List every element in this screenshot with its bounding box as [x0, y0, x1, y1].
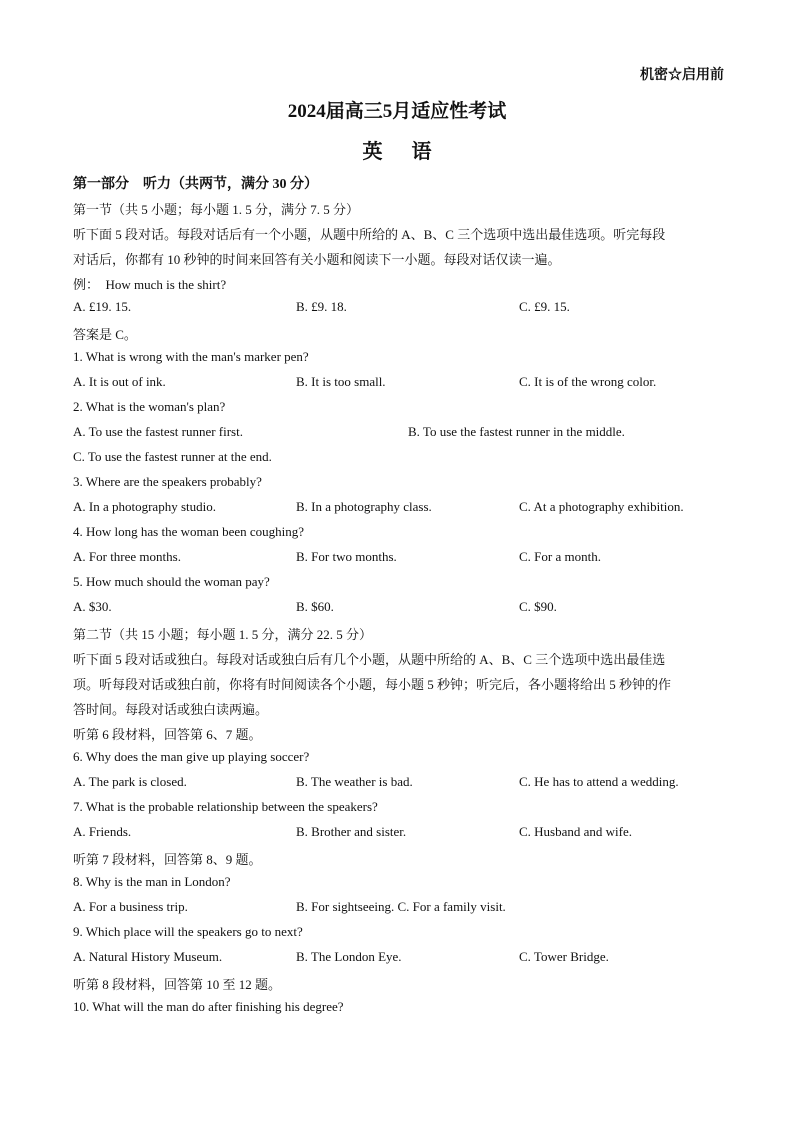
section2-instruction: 项。听每段对话或独白前，你将有时间阅读各个小题，每小题 5 秒钟；听完后，各小题将给出 5 秒钟的作: [73, 677, 672, 692]
example-question: 例： How much is the shirt?: [73, 277, 227, 292]
q2-option-a: A. To use the fastest runner first.: [73, 424, 243, 439]
question-1: 1. What is wrong with the man's marker pen?: [73, 349, 309, 364]
q7-option-c: C. Husband and wife.: [519, 824, 633, 839]
q8-option-bc: B. For sightseeing. C. For a family visit.: [296, 899, 506, 914]
q3-option-b: B. In a photography class.: [296, 499, 432, 514]
section2-instruction: 答时间。每段对话或独白读两遍。: [73, 702, 269, 717]
section1-instruction: 听下面 5 段对话。每段对话后有一个小题，从题中所给的 A、B、C 三个选项中选出最佳选项。听完每段: [73, 227, 666, 242]
question-7: 7. What is the probable relationship between the speakers?: [73, 799, 378, 814]
q5-option-b: B. $60.: [296, 599, 334, 614]
q5-option-a: A. $30.: [73, 599, 112, 614]
question-5: 5. How much should the woman pay?: [73, 574, 270, 589]
q1-option-c: C. It is of the wrong color.: [519, 374, 657, 389]
question-6: 6. Why does the man give up playing soccer?: [73, 749, 310, 764]
q9-option-a: A. Natural History Museum.: [73, 949, 223, 964]
q4-option-a: A. For three months.: [73, 549, 181, 564]
question-9: 9. Which place will the speakers go to next?: [73, 924, 303, 939]
example-answer: 答案是 C。: [73, 327, 137, 342]
confidential-label: 机密☆启用前: [640, 68, 724, 83]
part1-heading: 第一部分 听力（共两节，满分 30 分）: [73, 177, 318, 192]
q7-option-b: B. Brother and sister.: [296, 824, 407, 839]
q5-option-c: C. $90.: [519, 599, 557, 614]
section1-instruction: 对话后，你都有 10 秒钟的时间来回答有关小题和阅读下一小题。每段对话仅读一遍。: [73, 252, 561, 267]
q3-option-c: C. At a photography exhibition.: [519, 499, 684, 514]
q2-option-c: C. To use the fastest runner at the end.: [73, 449, 272, 464]
material-8-note: 听第 8 段材料，回答第 10 至 12 题。: [73, 977, 282, 992]
section2-heading: 第二节（共 15 小题；每小题 1. 5 分，满分 22. 5 分）: [73, 627, 373, 642]
q1-option-b: B. It is too small.: [296, 374, 386, 389]
question-10: 10. What will the man do after finishing his degree?: [73, 999, 344, 1014]
exam-title: 2024届高三5月适应性考试: [287, 101, 507, 122]
q1-option-a: A. It is out of ink.: [73, 374, 166, 389]
q6-option-a: A. The park is closed.: [73, 774, 187, 789]
q9-option-b: B. The London Eye.: [296, 949, 402, 964]
material-6-note: 听第 6 段材料，回答第 6、7 题。: [73, 727, 262, 742]
q4-option-b: B. For two months.: [296, 549, 397, 564]
question-3: 3. Where are the speakers probably?: [73, 474, 262, 489]
question-8: 8. Why is the man in London?: [73, 874, 231, 889]
q6-option-b: B. The weather is bad.: [296, 774, 413, 789]
example-option-c: C. £9. 15.: [519, 299, 570, 314]
section1-heading: 第一节（共 5 小题；每小题 1. 5 分，满分 7. 5 分）: [73, 202, 360, 217]
material-7-note: 听第 7 段材料，回答第 8、9 题。: [73, 852, 262, 867]
q6-option-c: C. He has to attend a wedding.: [519, 774, 679, 789]
q9-option-c: C. Tower Bridge.: [519, 949, 609, 964]
q2-option-b: B. To use the fastest runner in the middle.: [408, 424, 625, 439]
subject-title: 英 语: [362, 141, 444, 163]
question-2: 2. What is the woman's plan?: [73, 399, 226, 414]
example-option-a: A. £19. 15.: [73, 299, 132, 314]
example-option-b: B. £9. 18.: [296, 299, 347, 314]
q3-option-a: A. In a photography studio.: [73, 499, 216, 514]
q4-option-c: C. For a month.: [519, 549, 601, 564]
q8-option-a: A. For a business trip.: [73, 899, 188, 914]
q7-option-a: A. Friends.: [73, 824, 132, 839]
question-4: 4. How long has the woman been coughing?: [73, 524, 305, 539]
section2-instruction: 听下面 5 段对话或独白。每段对话或独白后有几个小题，从题中所给的 A、B、C 三个选项中选出最佳选: [73, 652, 666, 667]
